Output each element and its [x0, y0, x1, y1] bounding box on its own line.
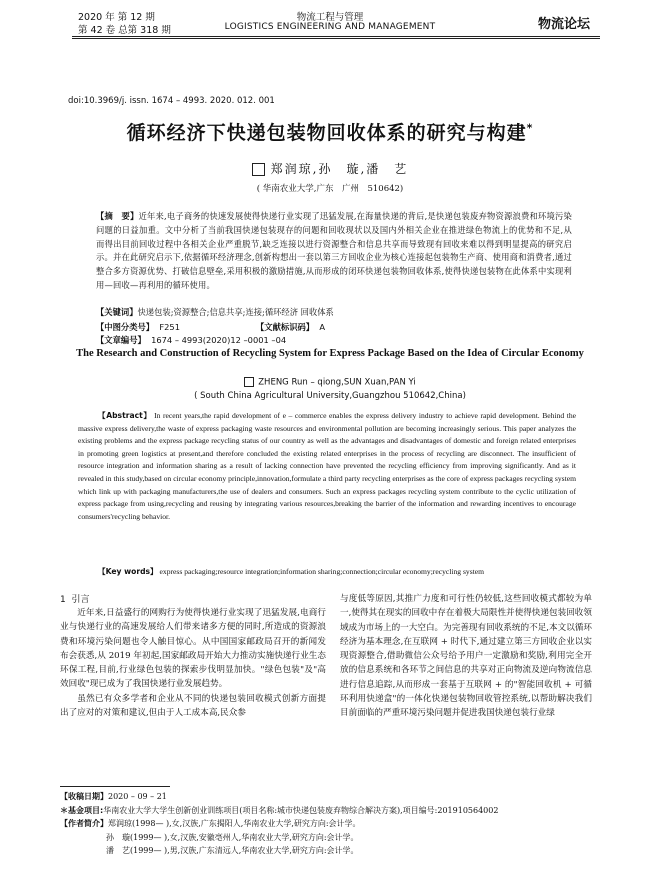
section-heading: [60, 592, 89, 605]
checkbox-icon: [244, 377, 254, 387]
received-date: 2020 – 09 – 21: [108, 792, 167, 801]
article-number-value: 1674 – 4993(2020)12 –0001 –04: [151, 335, 287, 345]
affiliation: ( 华南农业大学,广东 广州 510642): [256, 184, 404, 194]
volume-info: 第 42 卷 总第 318 期: [78, 25, 171, 36]
bio-author-2: 孙 璇(1999— ),女,汉族,安徽亳州人,华南农业大学,研究方向:会计学。: [106, 832, 359, 842]
body-paragraph: 近年来,日益盛行的网购行为使得快递行业实现了迅猛发展,电商行业与快递行业的高速发展给人们带来诸多方便的同时,所造成的资源浪费和环境污染问题也令人触目惊心。从中国国家邮政局召开的新闻发布会获悉,从 2019 年初起,国家邮政局开始大力推动实施快递行业生态环保工程,目前,行业绿色包装的探索步伐明显加快。"绿色包装"及"高效回收"现已成为了我国快递行业发展趋势。: [60, 608, 326, 690]
section-number: 1: [60, 595, 66, 605]
fund-label: ＊基金项目:: [60, 805, 104, 815]
keywords-en-label: 【Key words】: [98, 567, 158, 576]
clc-value: F251: [159, 322, 180, 332]
authors-en: [160, 377, 500, 388]
paper-title: [40, 118, 620, 145]
column-name: 物流论坛: [537, 17, 590, 32]
abstract-text: 近年来,电子商务的快速发展使得快递行业实现了迅猛发展,在海量快递的背后,是快递包装废弃物资源浪费和环境污染问题的日益加重。文中分析了当前我国快递包装现存的问题和回收现状以及国内外相关企业在推进绿色物流上的优势和不足,从而得出目前回收过程中各相关企业严重脱节,缺乏连接以进行资源整合和信息共享而导致现有回收来难以得到明显提高的研究启示。并在此研究启示下,依据循环经济理念,创新构想出一套以第三方回收企业为核心连接起包装物生产商、使用商和消费者,通过整合多方资源优势、打破信息壁垒,采用积极的激励措施,从而形成的闭环快递包装物回收体系,使得快递包装物在此体系中实现利用—回收—再利用的循环使用。: [96, 211, 572, 290]
bio-author-3: 潘 艺(1999— ),男,汉族,广东清远人,华南农业大学,研究方向:会计学。: [106, 846, 359, 855]
checkbox-icon: [252, 163, 265, 176]
author-names: 郑润琼,孙 璇,潘 艺: [270, 162, 409, 176]
authors: [170, 160, 490, 177]
doc-code-value: A: [319, 322, 326, 332]
article-number-label: 【文章编号】: [96, 335, 146, 345]
title-footnote-mark: *: [526, 121, 534, 135]
abstract-en-label: 【Abstract】: [98, 411, 152, 420]
clc-label: 【中图分类号】: [96, 322, 155, 332]
section-title: 引言: [71, 595, 90, 605]
affiliation-en: ( South China Agricultural University,Guangzhou 510642,China): [194, 391, 466, 401]
keywords-en-text: express packaging;resource integration;information sharing;connection;circular economy;recycling system: [159, 567, 485, 576]
journal-name-en: LOGISTICS ENGINEERING AND MANAGEMENT: [224, 22, 436, 32]
abstract-label: 【摘 要】: [96, 211, 139, 221]
footnotes: [60, 790, 600, 858]
body-column-left: [60, 606, 326, 720]
bio-label: 【作者简介】: [60, 819, 108, 828]
abstract-en-text: In recent years,the rapid development of e – commerce enables the express delivery industry to achieve rapid development. Behind the massive express delivery,the waste of express packaging waste resources and environmental pollution are becoming increasingly serious. This paper analyzes the existing problems and the express package recycling status of our country as well as the advantages and disadvantages of domestic and foreign related enterprises in promoting green logistics at present,and therefore concluded the existing related enterprises in the process of recycling are disconnect. The insufficient of resource integration and information sharing as a result of lacking connection have prevented the recycling efficiency from improving significantly. And as it revealed in this study,based on circular economy principle,innovation,formulate a third party recycling enterprises as the core of express packages recycling system which link up with packaging manufacturers,the use of dealers and consumers. Such an express packages recycling system contribute to the cyclic utilization of express package from using,recycling and reusing by integrating various resources,breaking the barrier of the information and rewarding incentives to encourage consumers'recycling behavior.: [78, 411, 576, 521]
classification-row: [96, 321, 572, 347]
keywords-en: [98, 566, 576, 578]
abstract-cn: [96, 210, 572, 293]
doi: doi:10.3969/j. issn. 1674 – 4993. 2020. 012. 001: [68, 96, 275, 106]
body-paragraph: 与度低等原因,其推广力度和可行性仍较低,这些回收模式都较为单一,使得其在现实的回收中存在着极大局限性并使得快递包装回收领域成为市场上的一大空白。为完善现有回收系统的不足,本文以循环经济为基本理念,在互联网 + 时代下,通过建立第三方回收企业以实现资源整合,借助微信公众号给予用户一定激励和奖励,利用完全开放的信息系统和各环节之间信息的共享对正向物流及逆向物流信息进行信息追踪,从而形成一套基于互联网 + 的"智能回收机 + 可循环利用快递盒"的一体化快递包装物回收管控系统,以帮助解决我们目前面临的严重环境污染问题并促进我国快递包装行业绿: [340, 594, 592, 719]
fund-text: 华南农业大学大学生创新创业训练项目(项目名称:城市快递包装废弃物综合解决方案),项目编号:201910564002: [103, 805, 499, 815]
header-rule: [72, 36, 600, 37]
body-column-right: [340, 592, 592, 721]
header-rule: [72, 38, 600, 39]
issue-info: 2020 年 第 12 期: [78, 12, 155, 23]
footnote-rule: [60, 786, 170, 787]
journal-name-cn: 物流工程与管理: [296, 12, 364, 23]
title-text: 循环经济下快递包装物回收体系的研究与构建: [126, 122, 527, 144]
abstract-en: [78, 410, 576, 523]
received-label: 【收稿日期】: [60, 792, 108, 801]
keywords-cn: [96, 306, 572, 319]
keywords-label: 【关键词】: [96, 307, 138, 317]
bio-author-1: 郑润琼(1998— ),女,汉族,广东揭阳人,华南农业大学,研究方向:会计学。: [108, 819, 361, 828]
doc-code-label: 【文献标识码】: [256, 322, 315, 332]
author-names-en: ZHENG Run – qiong,SUN Xuan,PAN Yi: [258, 377, 416, 388]
body-paragraph: 虽然已有众多学者和企业从不同的快递包装回收模式创新方面提出了应对的对策和建议,但由于人工成本高,民众参: [60, 693, 326, 719]
paper-title-en: The Research and Construction of Recycling System for Express Package Based on the Idea of Circular Economy: [76, 348, 584, 359]
keywords-text: 快递包装;资源整合;信息共享;连接;循环经济 回收体系: [137, 307, 334, 317]
